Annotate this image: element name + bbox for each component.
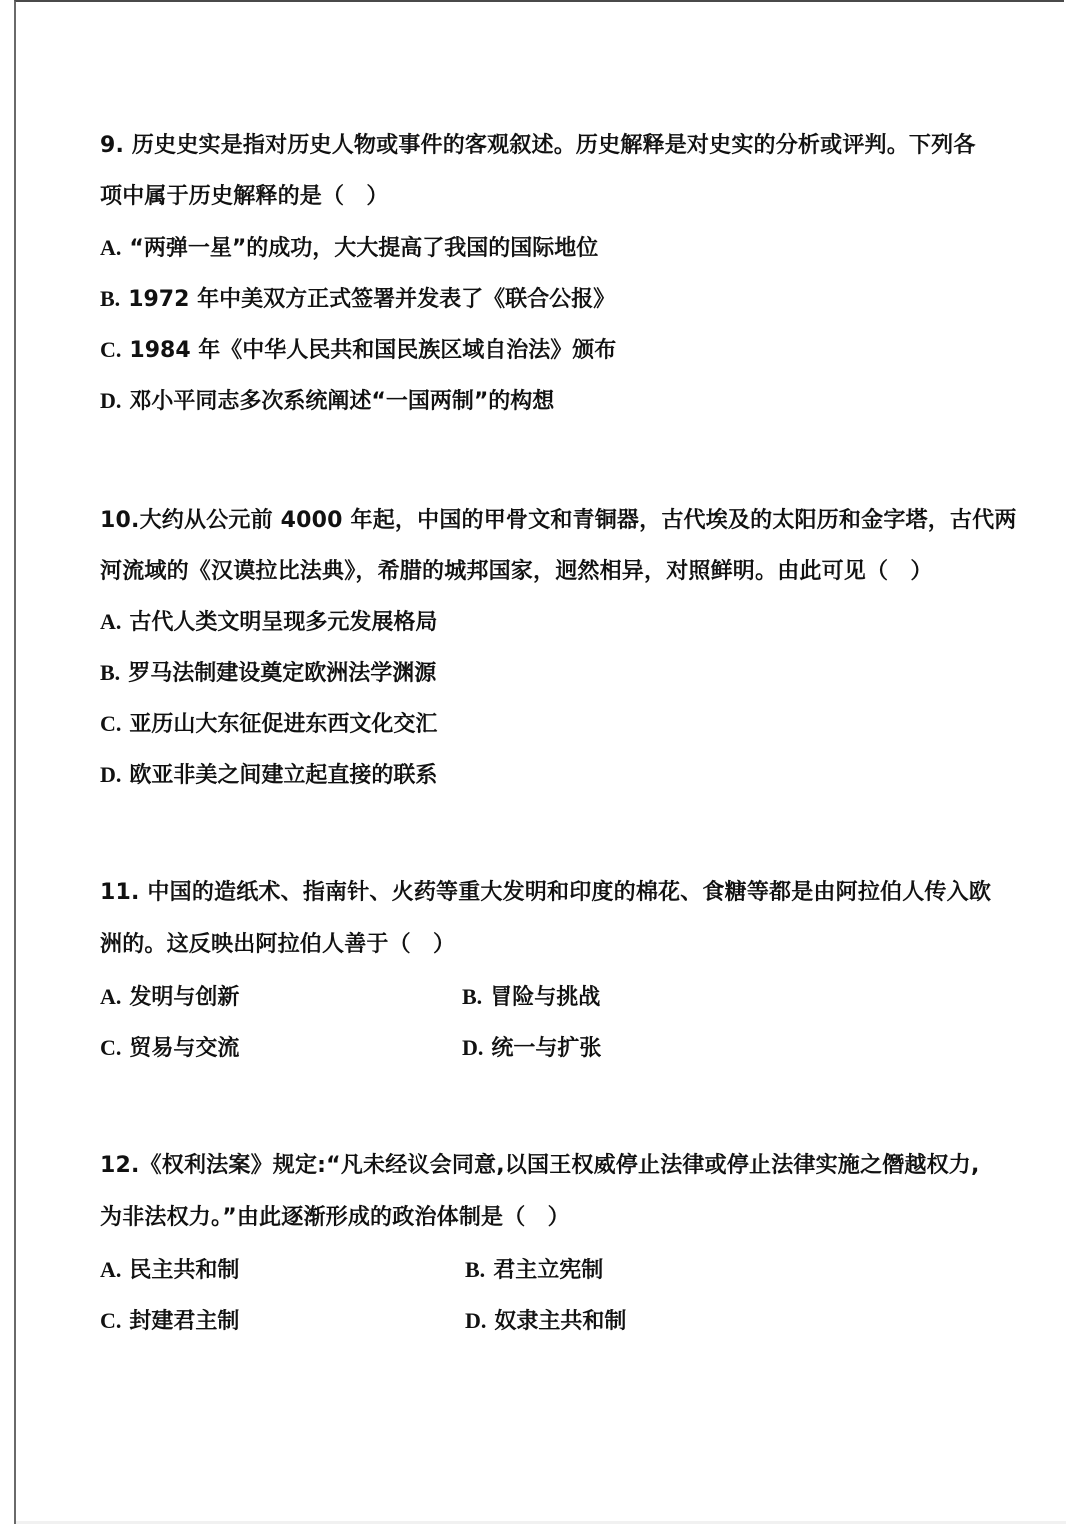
option-text: 封建君主制 [129, 1309, 240, 1334]
option-letter: C. [100, 337, 122, 362]
question-10-stem-line-1: 10.大约从公元前 4000 年起，中国的甲骨文和青铜器，古代埃及的太阳历和金字塔，古代两 [100, 508, 1017, 533]
option-text: 民主共和制 [129, 1258, 240, 1283]
question-9-option-a[interactable] [100, 235, 598, 262]
option-text: 君主立宪制 [493, 1258, 604, 1283]
option-text: 欧亚非美之间建立起直接的联系 [129, 763, 438, 788]
question-9-option-c[interactable] [100, 337, 616, 364]
option-text: 冒险与挑战 [490, 985, 601, 1010]
option-letter: B. [100, 660, 121, 685]
option-letter: A. [100, 1257, 122, 1282]
option-text: 1972 年中美双方正式签署并发表了《联合公报》 [128, 287, 616, 312]
option-text: 邓小平同志多次系统阐述“一国两制”的构想 [129, 389, 555, 414]
option-letter: A. [100, 609, 122, 634]
question-12-option-b[interactable] [465, 1257, 603, 1284]
page-edge-shadow [16, 1521, 1066, 1524]
question-11-option-d[interactable] [462, 1035, 601, 1062]
option-letter: D. [462, 1035, 484, 1060]
question-10-option-b[interactable] [100, 660, 436, 687]
option-text: 亚历山大东征促进东西文化交汇 [129, 712, 438, 737]
question-10-option-d[interactable] [100, 762, 437, 789]
option-text: 罗马法制建设奠定欧洲法学渊源 [128, 661, 437, 686]
question-11-stem-line-1: 11. 中国的造纸术、指南针、火药等重大发明和印度的棉花、食糖等都是由阿拉伯人传入欧 [100, 880, 992, 905]
option-text: 贸易与交流 [129, 1036, 240, 1061]
question-11-option-a[interactable] [100, 984, 239, 1011]
option-letter: D. [100, 762, 122, 787]
question-9-option-b[interactable] [100, 286, 615, 313]
question-9-stem-line-1: 9. 历史史实是指对历史人物或事件的客观叙述。历史解释是对史实的分析或评判。下列各 [100, 133, 976, 158]
question-11-option-c[interactable] [100, 1035, 239, 1062]
question-12-stem-line-1: 12.《权利法案》规定:“凡未经议会同意,以国王权威停止法律或停止法律实施之僭越权力, [100, 1153, 980, 1178]
question-12-option-a[interactable] [100, 1257, 239, 1284]
question-10-option-c[interactable] [100, 711, 437, 738]
option-letter: C. [100, 711, 122, 736]
question-12-option-c[interactable] [100, 1308, 239, 1335]
question-11-option-b[interactable] [462, 984, 600, 1011]
question-12-stem-line-2: 为非法权力。”由此逐渐形成的政治体制是（ ） [100, 1205, 570, 1230]
option-letter: D. [100, 388, 122, 413]
option-text: “两弹一星”的成功，大大提高了我国的国际地位 [129, 236, 599, 261]
option-text: 发明与创新 [129, 985, 240, 1010]
option-letter: B. [465, 1257, 486, 1282]
question-10-option-a[interactable] [100, 609, 437, 636]
option-letter: A. [100, 235, 122, 260]
option-letter: A. [100, 984, 122, 1009]
option-text: 统一与扩张 [491, 1036, 602, 1061]
option-letter: C. [100, 1035, 122, 1060]
option-letter: C. [100, 1308, 122, 1333]
question-9-stem-line-2: 项中属于历史解释的是（ ） [100, 184, 389, 209]
option-letter: B. [100, 286, 121, 311]
option-text: 1984 年《中华人民共和国民族区域自治法》颁布 [129, 338, 617, 363]
question-10-stem-line-2: 河流域的《汉谟拉比法典》，希腊的城邦国家，迥然相异，对照鲜明。由此可见（ ） [100, 559, 933, 584]
option-letter: D. [465, 1308, 487, 1333]
option-text: 古代人类文明呈现多元发展格局 [129, 610, 438, 635]
option-text: 奴隶主共和制 [494, 1309, 627, 1334]
question-12-option-d[interactable] [465, 1308, 626, 1335]
option-letter: B. [462, 984, 483, 1009]
question-11-stem-line-2: 洲的。这反映出阿拉伯人善于（ ） [100, 932, 456, 957]
question-9-option-d[interactable] [100, 388, 554, 415]
